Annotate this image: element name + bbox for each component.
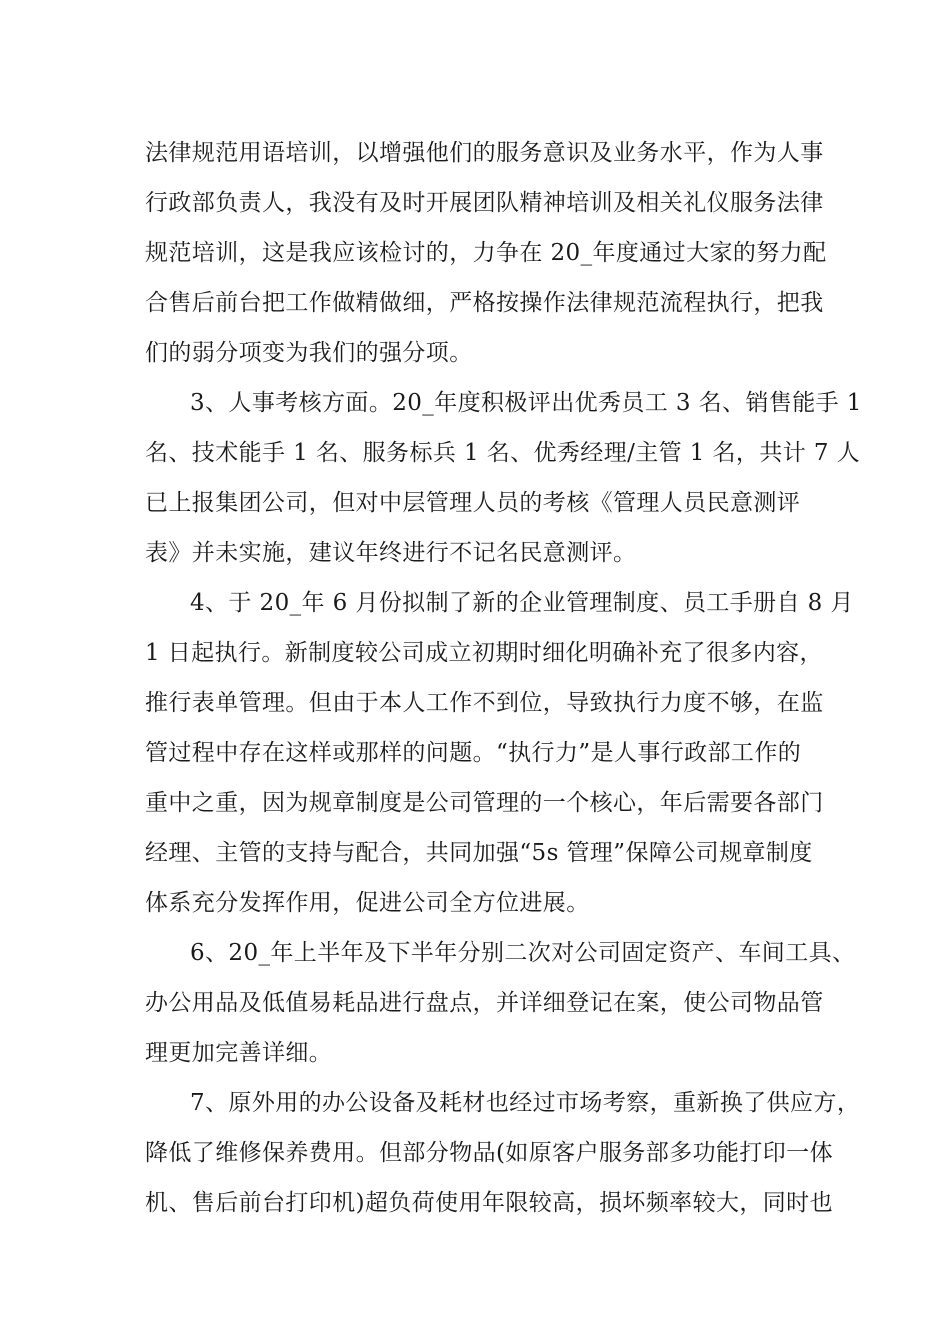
text-line: 们的弱分项变为我们的强分项。 [145,340,473,366]
paragraph-start-line: 4、于 20_年 6 月份拟制了新的企业管理制度、员工手册自 8 月 [190,590,854,616]
paragraph-start-line: 3、人事考核方面。20_年度积极评出优秀员工 3 名、销售能手 1 [190,390,862,416]
text-line: 推行表单管理。但由于本人工作不到位，导致执行力度不够，在监 [145,690,824,716]
paragraph-start-line: 7、原外用的办公设备及耗材也经过市场考察，重新换了供应方， [190,1090,861,1116]
text-line: 降低了维修保养费用。但部分物品(如原客户服务部多功能打印一体 [145,1140,833,1166]
text-line: 管过程中存在这样或那样的问题。“执行力”是人事行政部工作的 [145,740,802,766]
text-line: 1 日起执行。新制度较公司成立初期时细化明确补充了很多内容， [145,640,823,666]
text-line: 办公用品及低值易耗品进行盘点，并详细登记在案，使公司物品管 [145,990,824,1016]
text-line: 已上报集团公司，但对中层管理人员的考核《管理人员民意测评 [145,490,801,516]
text-line: 机、售后前台打印机)超负荷使用年限较高，损坏频率较大，同时也 [145,1190,833,1216]
text-line: 体系充分发挥作用，促进公司全方位进展。 [145,890,590,916]
text-line: 重中之重，因为规章制度是公司管理的一个核心，年后需要各部门 [145,790,824,816]
text-line: 表》并未实施，建议年终进行不记名民意测评。 [145,540,637,566]
text-line: 行政部负责人，我没有及时开展团队精神培训及相关礼仪服务法律 [145,190,824,216]
text-line: 理更加完善详细。 [145,1040,333,1066]
text-line: 法律规范用语培训，以增强他们的服务意识及业务水平，作为人事 [145,140,824,166]
text-line: 规范培训，这是我应该检讨的，力争在 20_年度通过大家的努力配 [145,240,827,266]
text-line: 合售后前台把工作做精做细，严格按操作法律规范流程执行，把我 [145,290,824,316]
paragraph-start-line: 6、20_年上半年及下半年分别二次对公司固定资产、车间工具、 [190,940,856,966]
text-line: 名、技术能手 1 名、服务标兵 1 名、优秀经理/主管 1 名，共计 7 人 [145,440,860,466]
text-line: 经理、主管的支持与配合，共同加强“5s 管理”保障公司规章制度 [145,840,813,866]
